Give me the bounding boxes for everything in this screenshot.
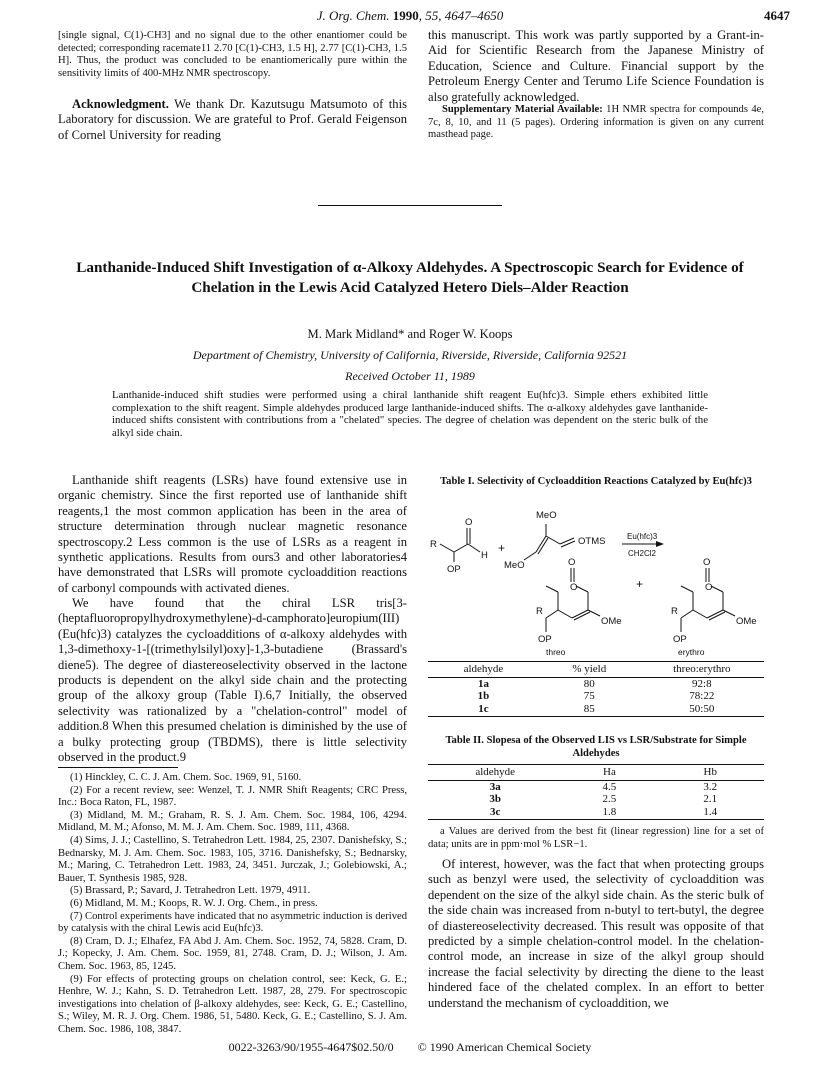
table-2-footnote: a Values are derived from the best fit (linear regression) line for a set of data; units are in ppm·mol % LSR−1. xyxy=(428,826,764,850)
label-solvent: CH2Cl2 xyxy=(628,549,657,558)
table-row xyxy=(428,806,764,820)
reference-item: (5) Brassard, P.; Savard, J. Tetrahedron Lett. 1979, 4911. xyxy=(70,885,311,897)
table-cell: 1.8 xyxy=(562,806,656,820)
article-separator xyxy=(318,205,502,206)
label-erythro-op: OP xyxy=(673,634,687,645)
supplementary-label: Supplementary Material Available: xyxy=(442,104,603,115)
label-threo-r: R xyxy=(536,606,543,617)
label-otms: OTMS xyxy=(578,536,606,547)
table-cell: 3b xyxy=(489,793,501,806)
reference-item: (2) For a recent review, see: Wenzel, T. J. NMR Shift Reagents; CRC Press, Inc.: Boca Raton, FL, 1987. xyxy=(58,784,407,809)
label-plus: + xyxy=(498,541,506,555)
abstract: Lanthanide-induced shift studies were performed using a chiral lanthanide shift reagent Eu(hfc)3. Simple ethers exhibited little complexation to the shift reagent. Simple aldehydes produced large lanthanide-induced shifts. The α-alkoxy aldehydes gave lanthanide-induced shifts consistent with contributions from a "chelated" species. The degree of chelation was dependent on the steric bulk of the alkyl side chain. xyxy=(112,389,708,439)
reference-item: (1) Hinckley, C. C. J. Am. Chem. Soc. 1969, 91, 5160. xyxy=(70,772,302,783)
received-date: Received October 11, 1989 xyxy=(345,369,475,383)
table-1-header: % yield xyxy=(539,662,640,678)
label-threo-ome: OMe xyxy=(601,616,622,627)
label-erythro: erythro xyxy=(678,647,705,657)
label-threo-lactone-o: O xyxy=(568,557,576,568)
table-row xyxy=(428,703,764,717)
acknowledgment-text: We thank Dr. Kazutsugu Matsumoto of this Laboratory for discussion. We are grateful to Prof. Gerald Feigenson of Cornel University for reading xyxy=(58,97,407,142)
table-cell: 78:22 xyxy=(689,690,715,703)
table-2-header: Hb xyxy=(656,765,764,781)
journal-code: 0022-3263/90/1955-4647$02.50/0 xyxy=(228,1040,394,1054)
table-cell: 80 xyxy=(583,678,595,690)
label-carbonyl-o: O xyxy=(465,517,473,528)
table-cell: 3a xyxy=(489,781,501,793)
label-threo: threo xyxy=(546,647,566,657)
article-title: Lanthanide-Induced Shift Investigation of α-Alkoxy Aldehydes. A Spectroscopic Search for Evidence of Chelation in the Lewis Acid Catalyzed Hetero Diels–Alder Reaction xyxy=(76,259,744,296)
table-1-caption: Table I. Selectivity of Cycloaddition Reactions Catalyzed by Eu(hfc)3 xyxy=(440,476,752,487)
table-2 xyxy=(428,764,764,820)
acknowledgment xyxy=(58,97,407,143)
label-h: H xyxy=(481,550,488,561)
label-meo-left: MeO xyxy=(504,560,525,571)
journal-name: J. Org. Chem. xyxy=(316,8,390,23)
table-cell: 1a xyxy=(477,678,489,690)
table-cell: 75 xyxy=(583,690,595,703)
table-2-header: Ha xyxy=(562,765,656,781)
table-cell: 85 xyxy=(539,703,640,717)
table-cell: 92:8 xyxy=(692,678,712,690)
label-erythro-lactone-o: O xyxy=(703,557,711,568)
body-paragraph-2: We have found that the chiral LSR tris[3-(heptafluoropropylhydroxymethylene)-d-camphorato]europium(III) (Eu(hfc)3) catalyzes the cycloadditions of α-alkoxy aldehydes with 1,3-dimethoxy-1-[(trimethylsilyl)oxy]-1,3-butadiene (Brassard's diene5). The degree of diastereoselectivity observed in the lactone products is dependent on the alkyl side chain and the protecting group of the alkoxy group (Table I).6,7 Initially, the observed selectivity was rationalized by a "chelation-control" model of addition.8 When this presumed chelation is diminished by the use of a bulky protecting group (TBDMS), there is little selectivity observed in the product.9 xyxy=(58,596,407,765)
label-erythro-r: R xyxy=(671,606,678,617)
prev-article-right-text: this manuscript. This work was partly supported by a Grant-in-Aid for Scientific Research from the Japanese Ministry of Education, Science and Culture. Financial support by the Petroleum Energy Center and Terumo Life Science Foundation is also gratefully acknowledged. xyxy=(428,28,764,104)
references-list xyxy=(58,772,407,1036)
label-meo-top: MeO xyxy=(536,510,557,521)
table-1 xyxy=(428,661,764,717)
table-row xyxy=(428,793,764,805)
page-footer xyxy=(0,1040,820,1055)
label-threo-op: OP xyxy=(538,634,552,645)
table-cell: 4.5 xyxy=(602,781,617,793)
table-cell: 50:50 xyxy=(640,703,764,717)
journal-citation: , 55, 4647–4650 xyxy=(418,8,504,23)
label-threo-ring-o: O xyxy=(570,582,578,593)
reference-item: (6) Midland, M. M.; Koops, R. W. J. Org. Chem., in press. xyxy=(70,897,318,909)
reference-item: (4) Sims, J. J.; Castellino, S. Tetrahedron Lett. 1984, 25, 2307. Danishefsky, S.; Bednarsky, M. J. Am. Chem. Soc. 1983, 105, 3716. Danishefsky, S.; Bednarsky, M.; Maring, C. Tetrahedron Lett. 1983, 24, 3451. Jurczak, J.; Golebiowski, A.; Bauer, T. Synthesis 1985, 928. xyxy=(58,834,407,884)
table-row xyxy=(428,781,764,794)
table-cell: 1c xyxy=(428,703,539,717)
reference-item: (7) Control experiments have indicated that no asymmetric induction is derived by catalysis with the chiral Lewis acid Eu(hfc)3. xyxy=(58,910,407,935)
acknowledgment-label: Acknowledgment. xyxy=(72,97,169,111)
supplementary-text: 1H NMR spectra for compounds 4e, 7c, 8, 10, and 11 (5 pages). Ordering information is given on any current masthead page. xyxy=(428,104,764,141)
table-cell: 2.1 xyxy=(703,793,718,806)
table-row xyxy=(428,690,764,702)
article-affiliation: Department of Chemistry, University of California, Riverside, Riverside, California 92521 xyxy=(192,348,628,362)
table-row xyxy=(428,678,764,691)
label-op: OP xyxy=(447,564,461,575)
reference-item: (8) Cram, D. J.; Elhafez, FA Abd J. Am. Chem. Soc. 1952, 74, 5828. Cram, D. J.; Kopecky, J. Am. Chem. Soc. 1959, 81, 2748. Cram, D. J.; Wilson, J. Am. Chem. Soc. 1963, 85, 1245. xyxy=(58,935,407,972)
table-cell: 1.4 xyxy=(656,806,764,820)
label-erythro-ome: OMe xyxy=(736,616,757,627)
table-2-caption: Table II. Slopesa of the Observed LIS vs LSR/Substrate for Simple Aldehydes xyxy=(445,735,747,759)
page-number: 4647 xyxy=(764,8,790,23)
label-plus-products: + xyxy=(636,577,644,591)
table-cell: 1b xyxy=(477,690,490,703)
journal-year: 1990 xyxy=(392,8,419,23)
table-2-header: aldehyde xyxy=(428,765,562,781)
table-cell: 3.2 xyxy=(703,781,718,793)
prev-article-note: [single signal, C(1)-CH3] and no signal due to the other enantiomer could be detected; corresponding racemate11 2.70 [C(1)-CH3, 1.5 H], 2.77 [C(1)-CH3, 1.5 H]. Thus, the product was concluded to be enantiomerically pure within the sensitivity limits of 400-MHz NMR spectroscopy. xyxy=(58,30,407,79)
article-authors: M. Mark Midland* and Roger W. Koops xyxy=(307,327,513,341)
running-header xyxy=(0,8,820,24)
supplementary-material xyxy=(428,104,764,142)
body-paragraph-1: Lanthanide shift reagents (LSRs) have found extensive use in organic chemistry. Since the first reported use of lanthanide shift reagents,1 the most common application has been in the area of structure determination through nuclear magnetic resonance spectroscopy.2 Less common is the use of LSRs as a reagent in synthetic applications. Results from ours3 and other laboratories4 have demonstrated that LSRs will promote cycloaddition reactions of carbonyl compounds with activated dienes. xyxy=(58,473,407,595)
footnote-rule xyxy=(58,767,178,768)
table-1-header: aldehyde xyxy=(428,662,539,678)
reference-item: (3) Midland, M. M.; Graham, R. S. J. Am. Chem. Soc. 1984, 106, 4294. Midland, M. M.; Afonso, M. M. J. Am. Chem. Soc. 1989, 111, 4368. xyxy=(58,809,407,834)
label-catalyst: Eu(hfc)3 xyxy=(627,532,658,541)
reaction-scheme xyxy=(428,502,764,658)
table-1-header: threo:erythro xyxy=(640,662,764,678)
copyright: © 1990 American Chemical Society xyxy=(417,1040,592,1054)
body-paragraph-3: Of interest, however, was the fact that when protecting groups such as benzyl were used, the selectivity of cycloaddition was dependent on the size of the alkyl side chain. As the steric bulk of the side chain was increased from n-butyl to tert-butyl, the degree of diastereoselectivity decreased. This result was opposite of that predicted by a simple chelation-control model. In the chelation-control mode, an increase in size of the alkyl group should increase the facial selectivity by directing the diene to the least hindered face of the chelated complex. In an effort to better understand the mechanism of cycloaddition, we xyxy=(428,857,764,1010)
table-cell: 2.5 xyxy=(602,793,617,806)
reference-item: (9) For effects of protecting groups on chelation control, see: Keck, G. E.; Henhre, W. J.; Kahn, S. D. Tetrahedron Lett. 1987, 28, 279. For spectroscopic investigations into chelation of β-alkoxy aldehydes, see: Keck, G. E.; Castellino, S.; Wiley, M. R. J. Org. Chem. 1986, 51, 5480. Keck, G. E.; Castellino, S. J. Am. Chem. Soc. 1986, 108, 3847. xyxy=(58,973,407,1035)
label-r: R xyxy=(430,539,437,550)
label-erythro-ring-o: O xyxy=(705,582,713,593)
table-cell: 3c xyxy=(428,806,562,820)
